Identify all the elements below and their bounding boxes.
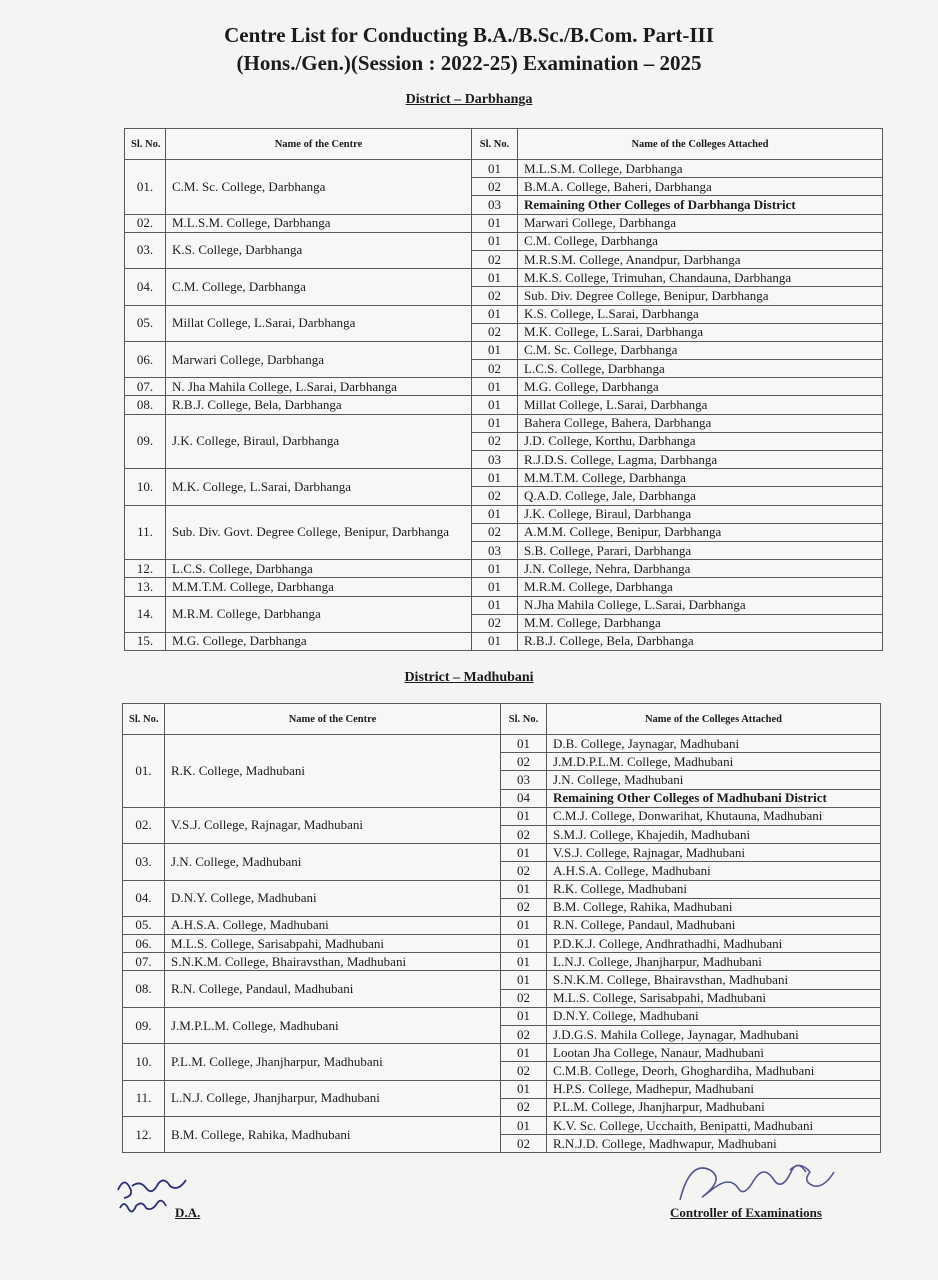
attached-college-name: C.M.B. College, Deorh, Ghoghardiha, Madhubani (547, 1062, 881, 1080)
document-title-line1: Centre List for Conducting B.A./B.Sc./B.Com. Part-III (224, 23, 714, 47)
centre-sl-no: 05. (125, 305, 166, 341)
sl-no-header: Sl. No. (125, 129, 166, 160)
centre-name: C.M. Sc. College, Darbhanga (166, 160, 472, 215)
attached-college-name: P.D.K.J. College, Andhrathadhi, Madhubani (547, 935, 881, 953)
college-sl-no: 01 (501, 1007, 547, 1025)
table-row (125, 469, 883, 487)
college-sl-no: 02 (472, 250, 518, 268)
table-row (123, 1080, 881, 1098)
centre-name: R.B.J. College, Bela, Darbhanga (166, 396, 472, 414)
attached-college-name: Bahera College, Bahera, Darbhanga (518, 414, 883, 432)
college-sl-no: 01 (501, 880, 547, 898)
attached-college-name: B.M.A. College, Baheri, Darbhanga (518, 178, 883, 196)
table-row (125, 632, 883, 650)
college-sl-no: 02 (501, 753, 547, 771)
table-row (123, 1007, 881, 1025)
college-sl-no: 01 (472, 378, 518, 396)
attached-college-name: P.L.M. College, Jhanjharpur, Madhubani (547, 1098, 881, 1116)
college-sl-no: 02 (472, 360, 518, 378)
attached-college-name: J.K. College, Biraul, Darbhanga (518, 505, 883, 523)
college-sl-no: 02 (472, 178, 518, 196)
attached-college-name: Sub. Div. Degree College, Benipur, Darbhanga (518, 287, 883, 305)
college-sl-no: 01 (472, 396, 518, 414)
centre-sl-no: 03. (123, 844, 165, 880)
college-sl-no: 03 (472, 196, 518, 214)
table-row (125, 305, 883, 323)
centre-sl-no: 11. (125, 505, 166, 560)
attached-college-name: C.M.J. College, Donwarihat, Khutauna, Madhubani (547, 807, 881, 825)
college-sl-no: 01 (501, 916, 547, 934)
attached-college-name: J.D.G.S. Mahila College, Jaynagar, Madhubani (547, 1026, 881, 1044)
centre-name: A.H.S.A. College, Madhubani (165, 916, 501, 934)
college-sl-no: 02 (472, 487, 518, 505)
attached-college-name: N.Jha Mahila College, L.Sarai, Darbhanga (518, 596, 883, 614)
centre-sl-no: 11. (123, 1080, 165, 1116)
attached-college-name: B.M. College, Rahika, Madhubani (547, 898, 881, 916)
table-header-row (123, 704, 881, 735)
centre-sl-no: 07. (123, 953, 165, 971)
centre-name: M.R.M. College, Darbhanga (166, 596, 472, 632)
table-row (125, 160, 883, 178)
attached-college-name: M.K. College, L.Sarai, Darbhanga (518, 323, 883, 341)
college-sl-no: 01 (472, 232, 518, 250)
centre-name: D.N.Y. College, Madhubani (165, 880, 501, 916)
college-sl-no-header: Sl. No. (472, 129, 518, 160)
attached-college-name: R.J.D.S. College, Lagma, Darbhanga (518, 451, 883, 469)
centre-sl-no: 13. (125, 578, 166, 596)
attached-college-name: Millat College, L.Sarai, Darbhanga (518, 396, 883, 414)
centre-name: R.N. College, Pandaul, Madhubani (165, 971, 501, 1007)
centre-name: M.L.S.M. College, Darbhanga (166, 214, 472, 232)
college-sl-no: 02 (472, 287, 518, 305)
table-row (123, 916, 881, 934)
attached-college-name: M.L.S. College, Sarisabpahi, Madhubani (547, 989, 881, 1007)
table-row (123, 971, 881, 989)
attached-college-name: M.G. College, Darbhanga (518, 378, 883, 396)
college-sl-no: 01 (472, 560, 518, 578)
table-row (123, 935, 881, 953)
centre-sl-no: 06. (123, 935, 165, 953)
attached-college-name: Remaining Other Colleges of Madhubani District (547, 789, 881, 807)
table-row (125, 341, 883, 359)
centre-sl-no: 10. (123, 1044, 165, 1080)
attached-college-name: M.R.S.M. College, Anandpur, Darbhanga (518, 250, 883, 268)
attached-college-name: M.K.S. College, Trimuhan, Chandauna, Darbhanga (518, 269, 883, 287)
attached-college-name: R.K. College, Madhubani (547, 880, 881, 898)
attached-college-name: A.H.S.A. College, Madhubani (547, 862, 881, 880)
centre-sl-no: 06. (125, 341, 166, 377)
centre-name: M.L.S. College, Sarisabpahi, Madhubani (165, 935, 501, 953)
college-sl-no: 01 (472, 632, 518, 650)
college-sl-no: 01 (472, 214, 518, 232)
centre-sl-no: 12. (125, 560, 166, 578)
attached-college-name: J.D. College, Korthu, Darbhanga (518, 432, 883, 450)
attached-college-name: J.N. College, Madhubani (547, 771, 881, 789)
centre-name: M.K. College, L.Sarai, Darbhanga (166, 469, 472, 505)
table-row (123, 1116, 881, 1134)
centre-sl-no: 01. (125, 160, 166, 215)
colleges-attached-header: Name of the Colleges Attached (518, 129, 883, 160)
centre-name: Millat College, L.Sarai, Darbhanga (166, 305, 472, 341)
centre-name: B.M. College, Rahika, Madhubani (165, 1116, 501, 1152)
college-sl-no: 01 (501, 807, 547, 825)
attached-college-name: S.B. College, Parari, Darbhanga (518, 541, 883, 559)
table-row (125, 560, 883, 578)
attached-college-name: L.N.J. College, Jhanjharpur, Madhubani (547, 953, 881, 971)
table-row (123, 735, 881, 753)
college-sl-no: 01 (501, 935, 547, 953)
college-sl-no: 02 (501, 862, 547, 880)
centre-sl-no: 14. (125, 596, 166, 632)
centre-name: J.N. College, Madhubani (165, 844, 501, 880)
college-sl-no: 01 (472, 578, 518, 596)
table-row (123, 844, 881, 862)
college-sl-no: 02 (472, 323, 518, 341)
centre-sl-no: 15. (125, 632, 166, 650)
centre-sl-no: 04. (123, 880, 165, 916)
college-sl-no: 01 (501, 1116, 547, 1134)
controller-signature-image (670, 1150, 850, 1210)
attached-college-name: Q.A.D. College, Jale, Darbhanga (518, 487, 883, 505)
district-darbhanga-heading: District – Darbhanga (405, 92, 533, 107)
centre-name: Sub. Div. Govt. Degree College, Benipur, Darbhanga (166, 505, 472, 560)
college-sl-no: 04 (501, 789, 547, 807)
centre-name: K.S. College, Darbhanga (166, 232, 472, 268)
centre-name: L.C.S. College, Darbhanga (166, 560, 472, 578)
table-row (125, 596, 883, 614)
controller-of-examinations-label: Controller of Examinations (670, 1205, 822, 1220)
table-row (125, 505, 883, 523)
da-handwritten-initials-image (110, 1170, 230, 1220)
centre-name: M.G. College, Darbhanga (166, 632, 472, 650)
darbhanga-table-body (125, 160, 883, 651)
table-row (123, 953, 881, 971)
table-row (125, 269, 883, 287)
college-sl-no-header: Sl. No. (501, 704, 547, 735)
college-sl-no: 01 (501, 971, 547, 989)
college-sl-no: 01 (472, 596, 518, 614)
attached-college-name: Remaining Other Colleges of Darbhanga District (518, 196, 883, 214)
college-sl-no: 02 (472, 432, 518, 450)
attached-college-name: S.M.J. College, Khajedih, Madhubani (547, 825, 881, 843)
centre-sl-no: 09. (123, 1007, 165, 1043)
attached-college-name: M.M. College, Darbhanga (518, 614, 883, 632)
table-header-row (125, 129, 883, 160)
attached-college-name: R.N. College, Pandaul, Madhubani (547, 916, 881, 934)
college-sl-no: 01 (501, 953, 547, 971)
attached-college-name: R.N.J.D. College, Madhwapur, Madhubani (547, 1135, 881, 1153)
attached-college-name: M.M.T.M. College, Darbhanga (518, 469, 883, 487)
centre-name: L.N.J. College, Jhanjharpur, Madhubani (165, 1080, 501, 1116)
attached-college-name: K.S. College, L.Sarai, Darbhanga (518, 305, 883, 323)
table-row (123, 880, 881, 898)
college-sl-no: 01 (472, 414, 518, 432)
centre-name: C.M. College, Darbhanga (166, 269, 472, 305)
madhubani-centre-table (122, 703, 881, 1153)
attached-college-name: V.S.J. College, Rajnagar, Madhubani (547, 844, 881, 862)
college-sl-no: 02 (501, 825, 547, 843)
college-sl-no: 01 (472, 160, 518, 178)
document-title-line2: (Hons./Gen.)(Session : 2022-25) Examination – 2025 (236, 51, 702, 75)
college-sl-no: 01 (472, 269, 518, 287)
centre-name: J.K. College, Biraul, Darbhanga (166, 414, 472, 469)
centre-name: P.L.M. College, Jhanjharpur, Madhubani (165, 1044, 501, 1080)
college-sl-no: 03 (501, 771, 547, 789)
attached-college-name: L.C.S. College, Darbhanga (518, 360, 883, 378)
college-sl-no: 01 (501, 844, 547, 862)
centre-sl-no: 08. (123, 971, 165, 1007)
attached-college-name: D.B. College, Jaynagar, Madhubani (547, 735, 881, 753)
district-madhubani-heading: District – Madhubani (404, 670, 534, 685)
centre-sl-no: 03. (125, 232, 166, 268)
attached-college-name: C.M. Sc. College, Darbhanga (518, 341, 883, 359)
centre-name: R.K. College, Madhubani (165, 735, 501, 808)
table-row (125, 396, 883, 414)
attached-college-name: Marwari College, Darbhanga (518, 214, 883, 232)
centre-sl-no: 01. (123, 735, 165, 808)
attached-college-name: D.N.Y. College, Madhubani (547, 1007, 881, 1025)
college-sl-no: 01 (472, 469, 518, 487)
college-sl-no: 02 (501, 1062, 547, 1080)
attached-college-name: J.M.D.P.L.M. College, Madhubani (547, 753, 881, 771)
table-row (125, 578, 883, 596)
darbhanga-centre-table (124, 128, 883, 651)
colleges-attached-header: Name of the Colleges Attached (547, 704, 881, 735)
centre-name: Marwari College, Darbhanga (166, 341, 472, 377)
centre-sl-no: 12. (123, 1116, 165, 1152)
attached-college-name: A.M.M. College, Benipur, Darbhanga (518, 523, 883, 541)
table-row (123, 807, 881, 825)
table-row (125, 414, 883, 432)
college-sl-no: 02 (501, 1026, 547, 1044)
centre-name: S.N.K.M. College, Bhairavsthan, Madhubani (165, 953, 501, 971)
college-sl-no: 02 (501, 1098, 547, 1116)
centre-sl-no: 02. (123, 807, 165, 843)
college-sl-no: 01 (501, 1044, 547, 1062)
attached-college-name: C.M. College, Darbhanga (518, 232, 883, 250)
centre-name: N. Jha Mahila College, L.Sarai, Darbhanga (166, 378, 472, 396)
college-sl-no: 01 (472, 305, 518, 323)
centre-name: V.S.J. College, Rajnagar, Madhubani (165, 807, 501, 843)
college-sl-no: 01 (472, 505, 518, 523)
attached-college-name: J.N. College, Nehra, Darbhanga (518, 560, 883, 578)
centre-name: J.M.P.L.M. College, Madhubani (165, 1007, 501, 1043)
college-sl-no: 01 (472, 341, 518, 359)
attached-college-name: M.R.M. College, Darbhanga (518, 578, 883, 596)
attached-college-name: R.B.J. College, Bela, Darbhanga (518, 632, 883, 650)
table-row (123, 1044, 881, 1062)
centre-sl-no: 08. (125, 396, 166, 414)
madhubani-table-body (123, 735, 881, 1153)
table-row (125, 214, 883, 232)
centre-sl-no: 05. (123, 916, 165, 934)
centre-sl-no: 02. (125, 214, 166, 232)
da-label: D.A. (175, 1205, 201, 1220)
attached-college-name: H.P.S. College, Madhepur, Madhubani (547, 1080, 881, 1098)
attached-college-name: S.N.K.M. College, Bhairavsthan, Madhubani (547, 971, 881, 989)
table-row (125, 232, 883, 250)
college-sl-no: 01 (501, 735, 547, 753)
college-sl-no: 02 (472, 614, 518, 632)
college-sl-no: 02 (501, 1135, 547, 1153)
attached-college-name: Lootan Jha College, Nanaur, Madhubani (547, 1044, 881, 1062)
sl-no-header: Sl. No. (123, 704, 165, 735)
centre-name-header: Name of the Centre (166, 129, 472, 160)
college-sl-no: 02 (501, 898, 547, 916)
centre-sl-no: 10. (125, 469, 166, 505)
centre-name: M.M.T.M. College, Darbhanga (166, 578, 472, 596)
centre-sl-no: 04. (125, 269, 166, 305)
college-sl-no: 01 (501, 1080, 547, 1098)
college-sl-no: 03 (472, 451, 518, 469)
attached-college-name: K.V. Sc. College, Ucchaith, Benipatti, Madhubani (547, 1116, 881, 1134)
college-sl-no: 02 (501, 989, 547, 1007)
attached-college-name: M.L.S.M. College, Darbhanga (518, 160, 883, 178)
table-row (125, 378, 883, 396)
college-sl-no: 03 (472, 541, 518, 559)
centre-sl-no: 09. (125, 414, 166, 469)
centre-name-header: Name of the Centre (165, 704, 501, 735)
centre-sl-no: 07. (125, 378, 166, 396)
college-sl-no: 02 (472, 523, 518, 541)
